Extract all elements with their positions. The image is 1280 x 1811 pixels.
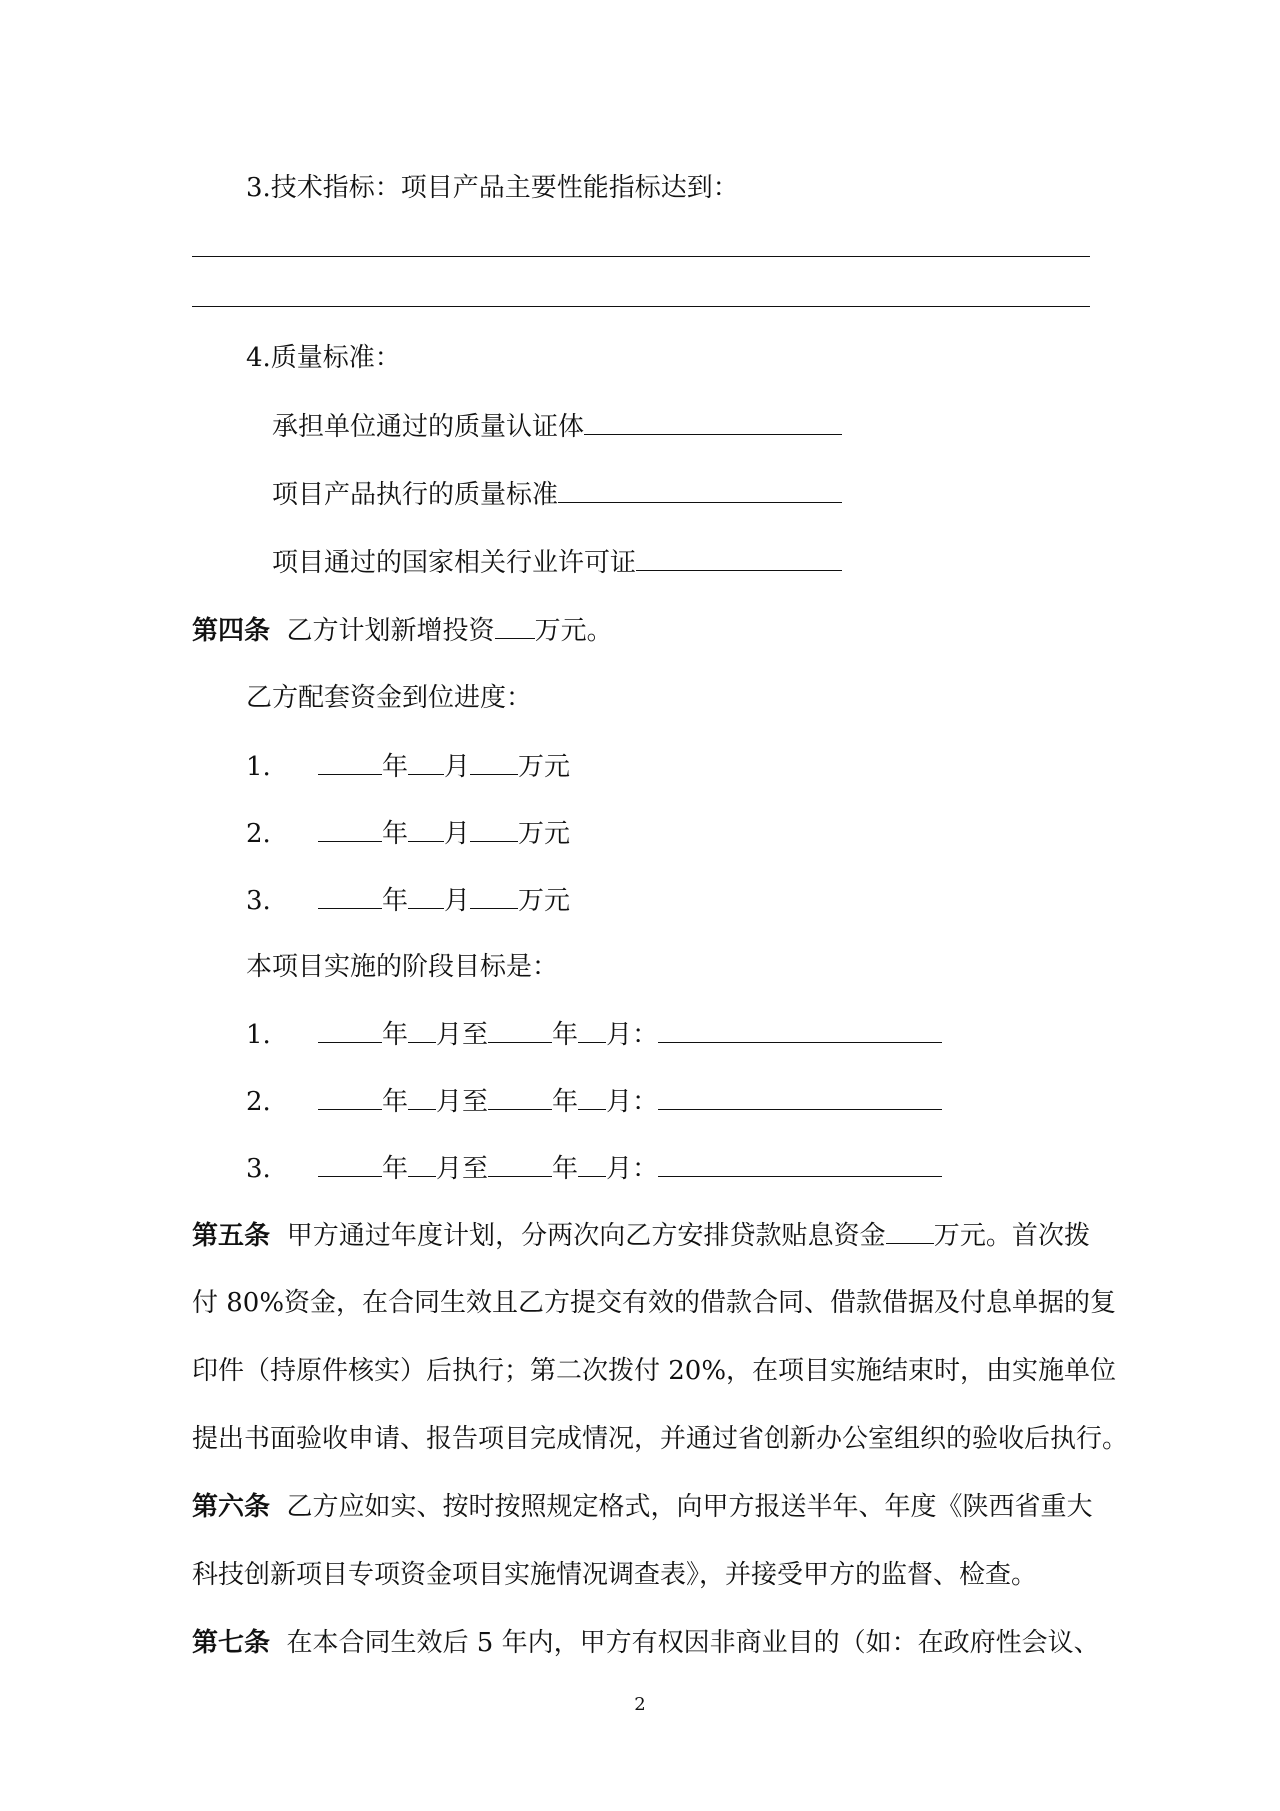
blank-field xyxy=(318,815,382,842)
blank-field xyxy=(886,1217,934,1244)
blank-field xyxy=(658,1150,942,1177)
funding-row: 3. 年 月 万元 xyxy=(246,882,570,919)
article-6-line-2: 科技创新项目专项资金项目实施情况调查表》，并接受甲方的监督、检查。 xyxy=(192,1560,1038,1590)
blank-field xyxy=(658,1016,942,1043)
blank-line xyxy=(192,256,1090,257)
blank-field xyxy=(408,1150,436,1177)
blank-field xyxy=(488,1150,552,1177)
article-4-heading: 第四条 xyxy=(192,616,271,646)
article-5-line-3: 印件（持原件核实）后执行；第二次拨付 20%，在项目实施结束时，由实施单位 xyxy=(192,1356,1117,1386)
blank-field xyxy=(578,1150,606,1177)
quality-cert-line: 承担单位通过的质量认证体 xyxy=(272,408,842,445)
blank-field xyxy=(318,1150,382,1177)
article-4: 第四条 乙方计划新增投资 万元。 xyxy=(192,612,613,649)
funding-row: 1. 年 月 万元 xyxy=(246,748,570,785)
blank-field xyxy=(408,882,444,909)
article-6-heading: 第六条 xyxy=(192,1492,271,1522)
blank-field xyxy=(658,1083,942,1110)
blank-field xyxy=(495,612,535,639)
blank-field xyxy=(578,1083,606,1110)
blank-field xyxy=(408,1083,436,1110)
article-5-heading: 第五条 xyxy=(192,1221,271,1251)
funding-row: 2. 年 月 万元 xyxy=(246,815,570,852)
blank-field xyxy=(470,815,518,842)
blank-field xyxy=(470,748,518,775)
blank-field xyxy=(408,1016,436,1043)
blank-field xyxy=(578,1016,606,1043)
stage-row: 3. 年 月至 年 月： xyxy=(246,1150,942,1187)
article-7-line-1: 第七条 在本合同生效后 5 年内，甲方有权因非商业目的（如：在政府性会议、 xyxy=(192,1628,1100,1658)
industry-license-line: 项目通过的国家相关行业许可证 xyxy=(272,544,842,581)
blank-field xyxy=(318,748,382,775)
blank-field xyxy=(470,882,518,909)
blank-field xyxy=(584,408,842,435)
quality-product-standard-line: 项目产品执行的质量标准 xyxy=(272,476,842,513)
article-7-heading: 第七条 xyxy=(192,1628,271,1658)
funding-schedule-title: 乙方配套资金到位进度： xyxy=(246,683,533,713)
stage-row: 2. 年 月至 年 月： xyxy=(246,1083,942,1120)
blank-field xyxy=(488,1083,552,1110)
article-6-line-1: 第六条 乙方应如实、按时按照规定格式，向甲方报送半年、年度《陕西省重大 xyxy=(192,1492,1093,1522)
stage-row: 1. 年 月至 年 月： xyxy=(246,1016,942,1053)
blank-field xyxy=(558,476,842,503)
blank-field xyxy=(488,1016,552,1043)
article-5-line-4: 提出书面验收申请、报告项目完成情况，并通过省创新办公室组织的验收后执行。 xyxy=(192,1424,1129,1454)
article-5-line-2: 付 80%资金，在合同生效且乙方提交有效的借款合同、借款借据及付息单据的复 xyxy=(192,1288,1117,1318)
blank-line xyxy=(192,306,1090,307)
article-5-line-1: 第五条 甲方通过年度计划，分两次向乙方安排贷款贴息资金 万元。首次拨 xyxy=(192,1217,1090,1254)
tech-indicator-line: 3.技术指标：项目产品主要性能指标达到： xyxy=(246,173,739,203)
blank-field xyxy=(408,748,444,775)
blank-field xyxy=(408,815,444,842)
blank-field xyxy=(318,882,382,909)
blank-field xyxy=(318,1016,382,1043)
blank-field xyxy=(636,544,842,571)
quality-standard-heading: 4.质量标准： xyxy=(246,343,401,373)
blank-field xyxy=(318,1083,382,1110)
page-number: 2 xyxy=(634,1694,646,1715)
stage-goals-title: 本项目实施的阶段目标是： xyxy=(246,952,559,982)
